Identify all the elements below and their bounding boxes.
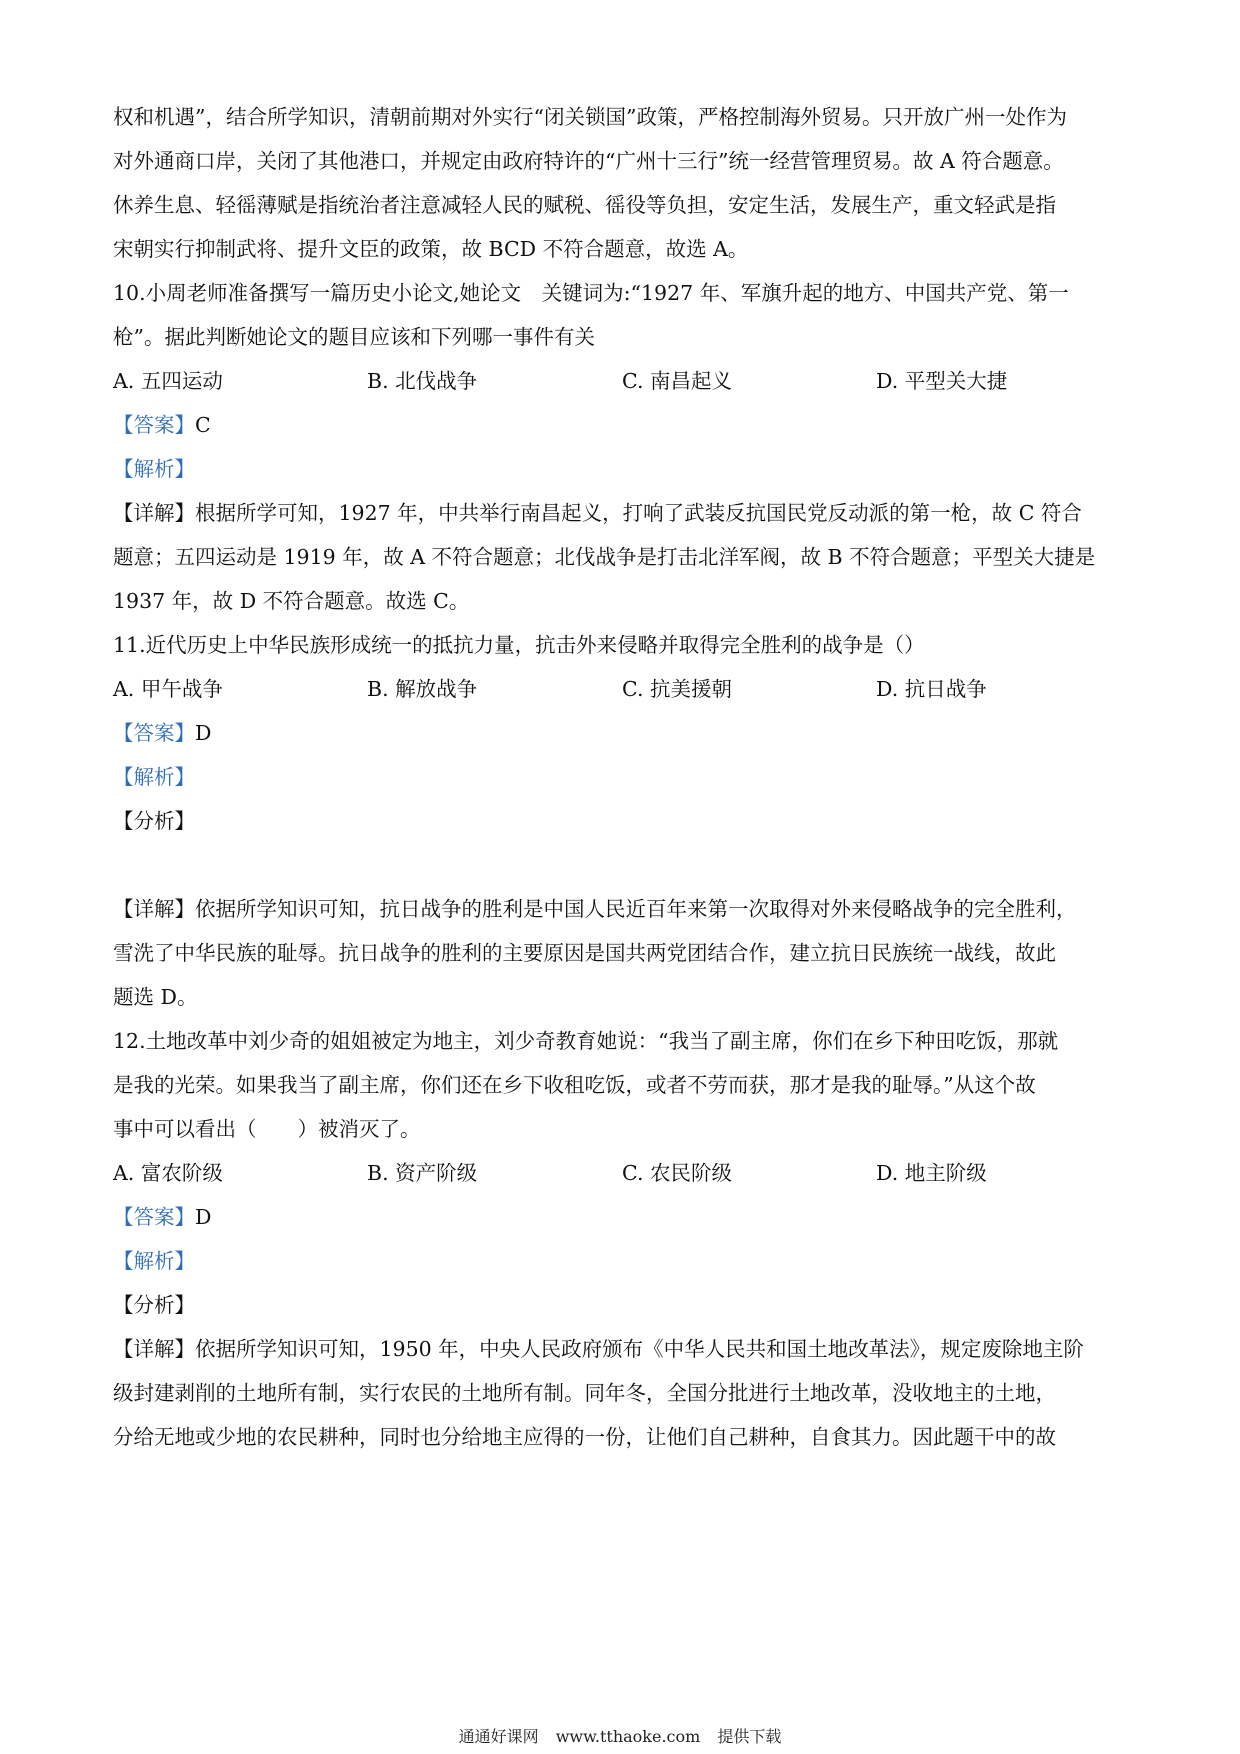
q10-option-a: A. 五四运动 (113, 369, 223, 393)
q10-option-d: D. 平型关大捷 (876, 369, 1008, 393)
answer-tag: 【答案】 (113, 413, 195, 437)
footer-url-link[interactable]: www.tthaoke.com (555, 1727, 701, 1746)
footer-note: 提供下载 (717, 1727, 782, 1746)
q10-detail-line: 1937 年，故 D 不符合题意。故选 C。 (113, 589, 470, 613)
intro-line: 休养生息、轻徭薄赋是指统治者注意减轻人民的赋税、徭役等负担，安定生活，发展生产，重文轻武是指 (113, 193, 1056, 217)
q10-detail-line (113, 499, 1133, 527)
q10-jiexi-tag: 【解析】 (113, 457, 195, 481)
q12-option-d: D. 地主阶级 (876, 1161, 987, 1185)
q10-stem-line: 10.小周老师准备撰写一篇历史小论文,她论文 关键词为:“1927 年、军旗升起的地方、中国共产党、第一 (113, 281, 1069, 305)
q12-stem-line: 事中可以看出（ ）被消灭了。 (113, 1117, 421, 1141)
q11-stem: 11.近代历史上中华民族形成统一的抵抗力量，抗击外来侵略并取得完全胜利的战争是（） (113, 633, 925, 657)
intro-line: 对外通商口岸，关闭了其他港口，并规定由政府特许的“广州十三行”统一经营管理贸易。故 A 符合题意。 (113, 149, 1064, 173)
q11-option-c: C. 抗美援朝 (622, 677, 732, 701)
detail-text: 依据所学知识可知，抗日战争的胜利是中国人民近百年来第一次取得对外来侵略战争的完全胜利， (195, 897, 1077, 921)
intro-line: 权和机遇”，结合所学知识，清朝前期对外实行“闭关锁国”政策，严格控制海外贸易。只开放广州一处作为 (113, 105, 1067, 129)
q12-option-b: B. 资产阶级 (367, 1161, 478, 1185)
q12-detail-line: 分给无地或少地的农民耕种，同时也分给地主应得的一份，让他们自己耕种，自食其力。因此题干中的故 (113, 1425, 1056, 1449)
q11-answer (113, 719, 1133, 747)
detail-tag: 【详解】 (113, 897, 195, 921)
q12-stem-line: 12.土地改革中刘少奇的姐姐被定为地主，刘少奇教育她说：“我当了副主席，你们在乡下种田吃饭，那就 (113, 1029, 1059, 1053)
answer-value: D (195, 1205, 212, 1229)
page-footer (0, 1726, 1240, 1748)
q10-stem-line: 枪”。据此判断她论文的题目应该和下列哪一事件有关 (113, 325, 595, 349)
detail-tag: 【详解】 (113, 501, 195, 525)
q12-detail-line: 级封建剥削的土地所有制，实行农民的土地所有制。同年冬，全国分批进行土地改革，没收地主的土地， (113, 1381, 1056, 1405)
q11-fenxi-tag: 【分析】 (113, 809, 195, 833)
q11-option-b: B. 解放战争 (367, 677, 478, 701)
q12-jiexi-tag: 【解析】 (113, 1249, 195, 1273)
q11-detail-line (113, 895, 1133, 923)
q11-option-d: D. 抗日战争 (876, 677, 987, 701)
detail-text: 根据所学可知，1927 年，中共举行南昌起义，打响了武装反抗国民党反动派的第一枪，故 C 符合 (195, 501, 1082, 525)
q12-stem-line: 是我的光荣。如果我当了副主席，你们还在乡下收租吃饭，或者不劳而获，那才是我的耻辱。”从这个故 (113, 1073, 1036, 1097)
q11-jiexi-tag: 【解析】 (113, 765, 195, 789)
q12-detail-line (113, 1335, 1133, 1363)
footer-site-name: 通通好课网 (458, 1727, 539, 1746)
answer-tag: 【答案】 (113, 1205, 195, 1229)
detail-tag: 【详解】 (113, 1337, 195, 1361)
q10-answer (113, 411, 1133, 439)
q12-answer (113, 1203, 1133, 1231)
answer-value: D (195, 721, 212, 745)
q11-detail-line: 题选 D。 (113, 985, 198, 1009)
q12-fenxi-tag: 【分析】 (113, 1293, 195, 1317)
detail-text: 依据所学知识可知，1950 年，中央人民政府颁布《中华人民共和国土地改革法》，规定废除地主阶 (195, 1337, 1084, 1361)
intro-line: 宋朝实行抑制武将、提升文臣的政策，故 BCD 不符合题意，故选 A。 (113, 237, 749, 261)
answer-value: C (195, 413, 211, 437)
q10-detail-line: 题意；五四运动是 1919 年，故 A 不符合题意；北伐战争是打击北洋军阀，故 B 不符合题意；平型关大捷是 (113, 545, 1096, 569)
q11-option-a: A. 甲午战争 (113, 677, 223, 701)
q10-option-b: B. 北伐战争 (367, 369, 478, 393)
q10-option-c: C. 南昌起义 (622, 369, 732, 393)
q11-detail-line: 雪洗了中华民族的耻辱。抗日战争的胜利的主要原因是国共两党团结合作，建立抗日民族统一战线，故此 (113, 941, 1056, 965)
q12-option-a: A. 富农阶级 (113, 1161, 223, 1185)
q12-option-c: C. 农民阶级 (622, 1161, 732, 1185)
answer-tag: 【答案】 (113, 721, 195, 745)
